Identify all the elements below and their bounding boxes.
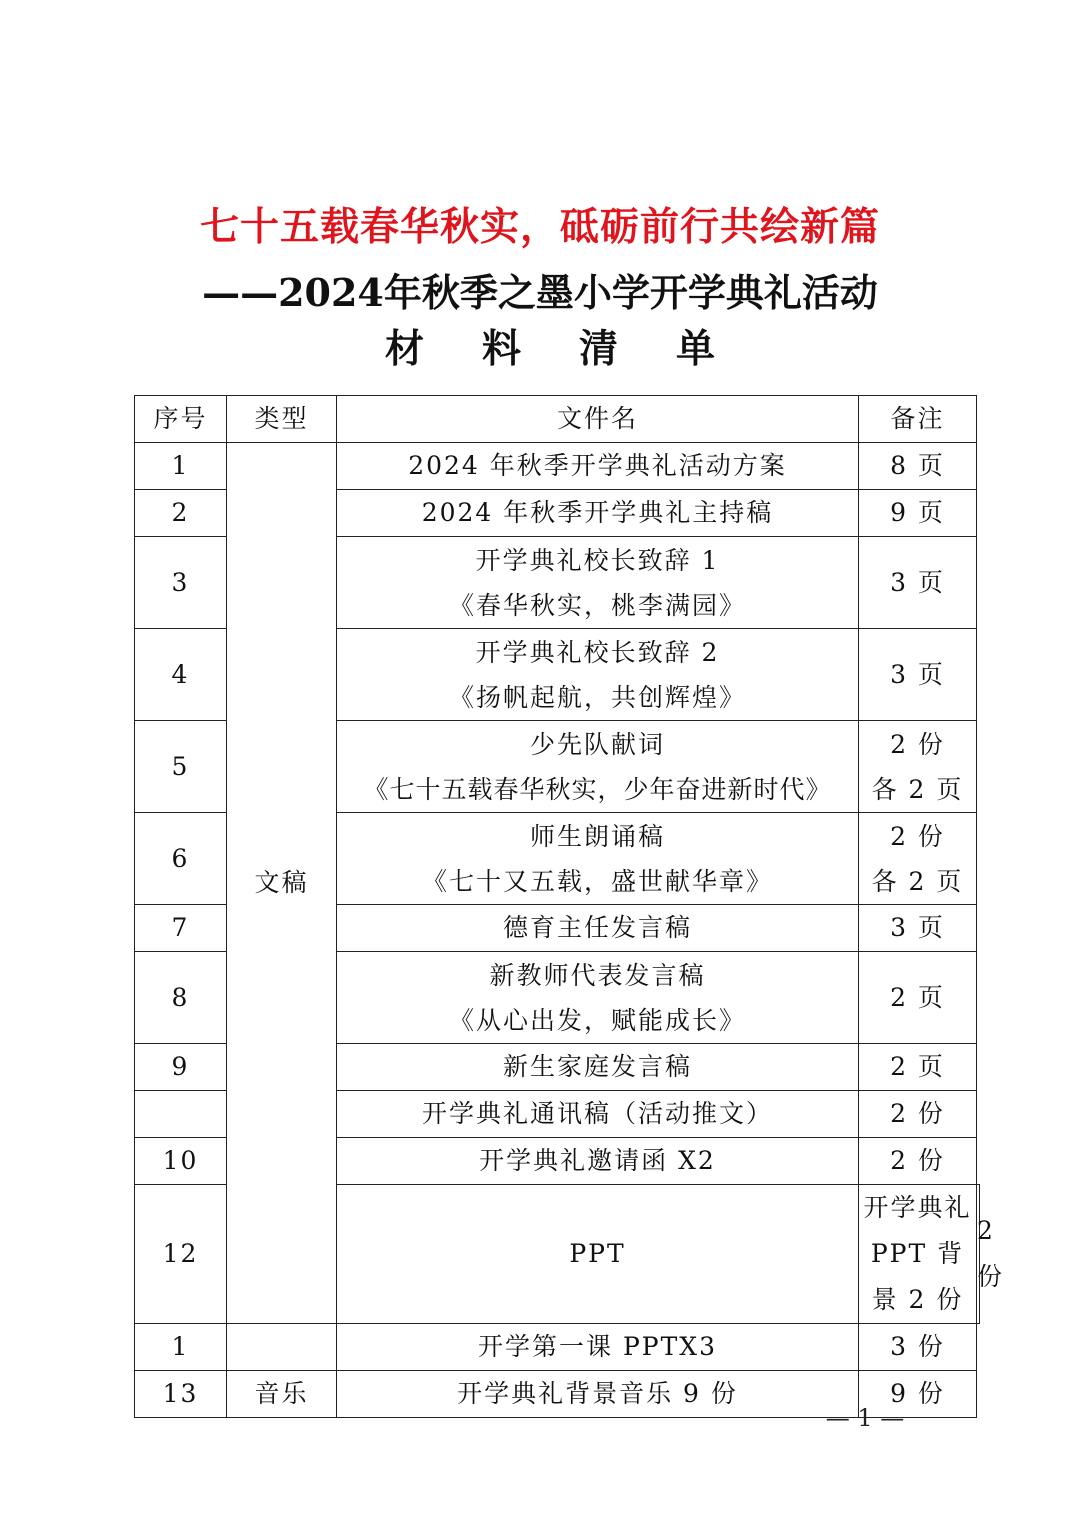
cell-no: 9 [135, 1044, 227, 1091]
document-title: 七十五载春华秋实，砥砺前行共绘新篇 [199, 204, 880, 250]
cell-name: 开学第一课 PPTX3 [337, 1324, 859, 1371]
cell-type-ppt: PPT [337, 1185, 859, 1324]
cell-no: 8 [135, 952, 227, 1044]
cell-no: 10 [135, 1138, 227, 1185]
cell-name-line1: 新教师代表发言稿 [489, 960, 706, 990]
cell-name-line1: 少先队献词 [529, 729, 665, 759]
cell-no: 6 [135, 813, 227, 905]
header-note: 备注 [859, 396, 977, 443]
cell-name [337, 813, 859, 905]
cell-note: 2 份 [859, 1091, 977, 1138]
cell-name-line1: 开学典礼校长致辞 1 [475, 545, 720, 575]
cell-note: 9 份 [859, 1371, 977, 1418]
cell-note: 2 页 [859, 952, 977, 1044]
cell-name-line2: 《七十五载春华秋实，少年奋进新时代》 [363, 774, 832, 804]
cell-no: 5 [135, 721, 227, 813]
table-row [135, 1324, 980, 1371]
cell-name-line2: 《扬帆起航，共创辉煌》 [448, 682, 746, 712]
cell-name-line2: 《春华秋实，桃李满园》 [448, 590, 746, 620]
list-heading-char: 单 [675, 326, 715, 372]
cell-note-line1: 2 份 [890, 821, 945, 851]
cell-no: 4 [135, 629, 227, 721]
cell-note-line2: 各 2 页 [871, 866, 964, 896]
cell-note: 2 页 [859, 1044, 977, 1091]
cell-name-line2: 《七十又五载，盛世献华章》 [421, 866, 773, 896]
cell-note [859, 813, 977, 905]
cell-note: 3 页 [859, 905, 977, 952]
cell-note [859, 721, 977, 813]
header-type: 类型 [227, 396, 337, 443]
cell-note: 3 页 [859, 629, 977, 721]
cell-note-line1: 2 份 [890, 729, 945, 759]
cell-type-music: 音乐 [227, 1371, 337, 1418]
cell-no: 2 [135, 490, 227, 537]
list-heading [385, 318, 715, 374]
cell-note: 3 份 [859, 1324, 977, 1371]
cell-name [337, 952, 859, 1044]
cell-name [337, 721, 859, 813]
cell-name: 开学典礼邀请函 X2 [337, 1138, 859, 1185]
cell-name: 德育主任发言稿 [337, 905, 859, 952]
cell-no: 7 [135, 905, 227, 952]
cell-note: 9 页 [859, 490, 977, 537]
cell-type-empty [227, 1324, 337, 1371]
cell-name-line1: 师生朗诵稿 [529, 821, 665, 851]
cell-name: 开学典礼背景音乐 9 份 [337, 1371, 859, 1418]
list-heading-char: 料 [481, 326, 521, 372]
header-no: 序号 [135, 396, 227, 443]
list-heading-char: 清 [578, 326, 618, 372]
cell-no [135, 1091, 227, 1138]
cell-note: 2 份 [977, 1185, 980, 1324]
cell-note: 3 页 [859, 537, 977, 629]
cell-name: 新生家庭发言稿 [337, 1044, 859, 1091]
header-name: 文件名 [337, 396, 859, 443]
cell-type-docs: 文稿 [227, 443, 337, 1324]
cell-name-line2: 《从心出发，赋能成长》 [448, 1005, 746, 1035]
cell-no: 12 [135, 1185, 227, 1324]
cell-name-line1: 开学典礼校长致辞 2 [475, 637, 720, 667]
cell-name: 开学典礼通讯稿（活动推文） [337, 1091, 859, 1138]
cell-no: 3 [135, 537, 227, 629]
cell-no: 1 [135, 443, 227, 490]
page-number: — 1 — [825, 1404, 905, 1432]
document-subtitle: ——2024年秋季之墨小学开学典礼活动 [202, 270, 878, 315]
cell-note: 2 份 [859, 1138, 977, 1185]
materials-table [134, 395, 1005, 1418]
cell-name [337, 537, 859, 629]
cell-note-line2: 各 2 页 [871, 774, 964, 804]
cell-no: 13 [135, 1371, 227, 1418]
cell-name: 2024 年秋季开学典礼活动方案 [337, 443, 859, 490]
cell-note: 8 页 [859, 443, 977, 490]
table-row [135, 443, 980, 490]
table-header-row [135, 396, 980, 443]
cell-no: 1 [135, 1324, 227, 1371]
cell-name: 2024 年秋季开学典礼主持稿 [337, 490, 859, 537]
cell-name: 开学典礼 PPT 背景 2 份 [859, 1185, 977, 1324]
list-heading-char: 材 [385, 326, 425, 372]
cell-name [337, 629, 859, 721]
